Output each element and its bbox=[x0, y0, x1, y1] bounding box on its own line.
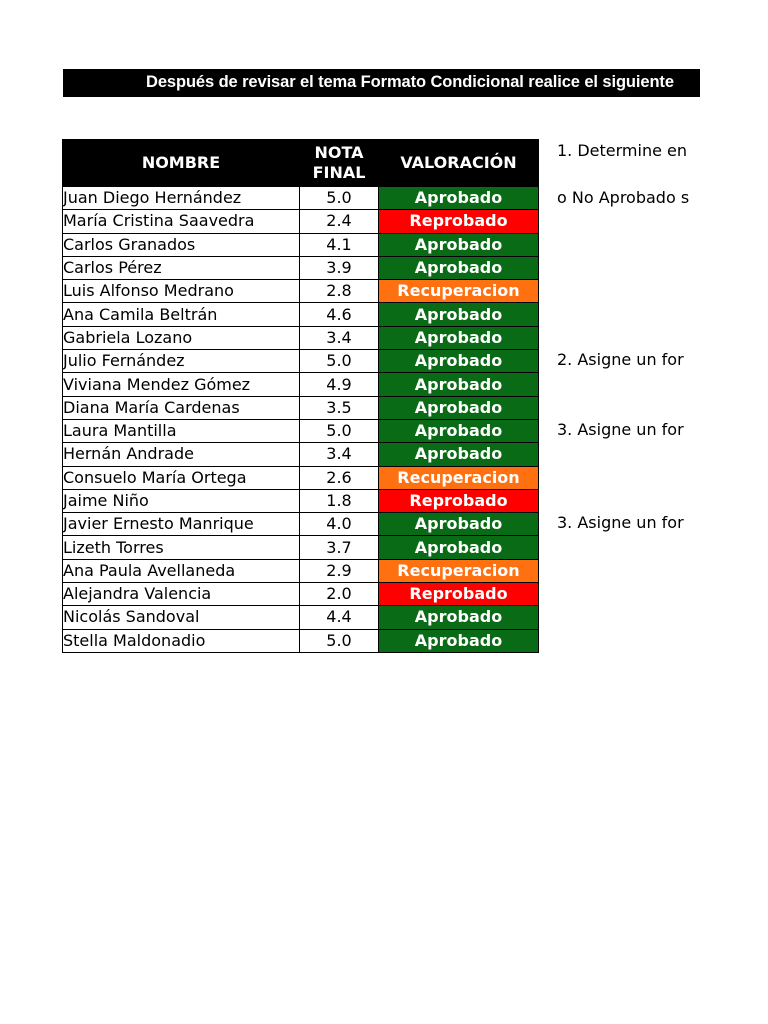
table-row bbox=[63, 396, 539, 419]
instruction-line-1: 1. Determine en bbox=[557, 141, 688, 160]
student-name-cell[interactable]: Luis Alfonso Medrano bbox=[63, 280, 300, 303]
grade-cell[interactable]: 3.4 bbox=[300, 326, 379, 349]
status-cell[interactable]: Aprobado bbox=[379, 233, 539, 256]
instruction-line-2: o No Aprobado s bbox=[557, 188, 690, 207]
grade-cell[interactable]: 4.0 bbox=[300, 513, 379, 536]
table-row bbox=[63, 419, 539, 442]
table-row bbox=[63, 536, 539, 559]
status-cell[interactable]: Reprobado bbox=[379, 583, 539, 606]
status-cell[interactable]: Aprobado bbox=[379, 606, 539, 629]
student-name-cell[interactable]: Viviana Mendez Gómez bbox=[63, 373, 300, 396]
student-name-cell[interactable]: Gabriela Lozano bbox=[63, 326, 300, 349]
student-name-cell[interactable]: Carlos Pérez bbox=[63, 256, 300, 279]
status-cell[interactable]: Aprobado bbox=[379, 350, 539, 373]
table-row bbox=[63, 210, 539, 233]
status-cell[interactable]: Aprobado bbox=[379, 396, 539, 419]
student-name-cell[interactable]: Laura Mantilla bbox=[63, 419, 300, 442]
grade-cell[interactable]: 5.0 bbox=[300, 629, 379, 652]
status-cell[interactable]: Reprobado bbox=[379, 210, 539, 233]
status-cell[interactable]: Recuperacion bbox=[379, 559, 539, 582]
grade-cell[interactable]: 3.5 bbox=[300, 396, 379, 419]
grade-cell[interactable]: 5.0 bbox=[300, 350, 379, 373]
status-cell[interactable]: Reprobado bbox=[379, 489, 539, 512]
status-cell[interactable]: Aprobado bbox=[379, 513, 539, 536]
table-row bbox=[63, 326, 539, 349]
grade-cell[interactable]: 3.7 bbox=[300, 536, 379, 559]
table-row bbox=[63, 513, 539, 536]
table-header-row bbox=[63, 140, 539, 187]
student-name-cell[interactable]: Alejandra Valencia bbox=[63, 583, 300, 606]
grade-cell[interactable]: 4.9 bbox=[300, 373, 379, 396]
status-cell[interactable]: Recuperacion bbox=[379, 466, 539, 489]
grade-cell[interactable]: 2.6 bbox=[300, 466, 379, 489]
grade-cell[interactable]: 5.0 bbox=[300, 187, 379, 210]
student-name-cell[interactable]: Ana Paula Avellaneda bbox=[63, 559, 300, 582]
table-row bbox=[63, 606, 539, 629]
status-cell[interactable]: Aprobado bbox=[379, 629, 539, 652]
student-name-cell[interactable]: Diana María Cardenas bbox=[63, 396, 300, 419]
header-nombre[interactable]: NOMBRE bbox=[63, 140, 300, 187]
grade-cell[interactable]: 2.4 bbox=[300, 210, 379, 233]
student-name-cell[interactable]: Hernán Andrade bbox=[63, 443, 300, 466]
table-row bbox=[63, 256, 539, 279]
header-nota-final-part: NOTA bbox=[314, 143, 364, 162]
grade-cell[interactable]: 4.6 bbox=[300, 303, 379, 326]
student-name-cell[interactable]: Ana Camila Beltrán bbox=[63, 303, 300, 326]
table-row bbox=[63, 559, 539, 582]
table-row bbox=[63, 373, 539, 396]
instruction-line-4: 3. Asigne un for bbox=[557, 420, 684, 439]
table-row bbox=[63, 466, 539, 489]
header-valoracion[interactable]: VALORACIÓN bbox=[379, 140, 539, 187]
grade-cell[interactable]: 4.4 bbox=[300, 606, 379, 629]
table-row bbox=[63, 443, 539, 466]
grade-cell[interactable]: 3.9 bbox=[300, 256, 379, 279]
student-name-cell[interactable]: Nicolás Sandoval bbox=[63, 606, 300, 629]
student-name-cell[interactable]: Jaime Niño bbox=[63, 489, 300, 512]
student-name-cell[interactable]: Lizeth Torres bbox=[63, 536, 300, 559]
status-cell[interactable]: Aprobado bbox=[379, 187, 539, 210]
grade-cell[interactable]: 3.4 bbox=[300, 443, 379, 466]
grade-cell[interactable]: 2.0 bbox=[300, 583, 379, 606]
student-name-cell[interactable]: Julio Fernández bbox=[63, 350, 300, 373]
grade-cell[interactable]: 1.8 bbox=[300, 489, 379, 512]
table-row bbox=[63, 233, 539, 256]
student-name-cell[interactable]: Javier Ernesto Manrique bbox=[63, 513, 300, 536]
instruction-line-5: 3. Asigne un for bbox=[557, 513, 684, 532]
status-cell[interactable]: Aprobado bbox=[379, 326, 539, 349]
page-title: Después de revisar el tema Formato Condicional realice el siguiente bbox=[146, 73, 674, 91]
student-name-cell[interactable]: Juan Diego Hernández bbox=[63, 187, 300, 210]
student-name-cell[interactable]: Carlos Granados bbox=[63, 233, 300, 256]
student-name-cell[interactable]: María Cristina Saavedra bbox=[63, 210, 300, 233]
grades-table bbox=[62, 139, 539, 653]
table-row bbox=[63, 303, 539, 326]
grade-cell[interactable]: 5.0 bbox=[300, 419, 379, 442]
header-nota-final[interactable] bbox=[300, 140, 379, 187]
grade-cell[interactable]: 2.9 bbox=[300, 559, 379, 582]
student-name-cell[interactable]: Consuelo María Ortega bbox=[63, 466, 300, 489]
table-row bbox=[63, 350, 539, 373]
status-cell[interactable]: Aprobado bbox=[379, 373, 539, 396]
status-cell[interactable]: Aprobado bbox=[379, 536, 539, 559]
grade-cell[interactable]: 4.1 bbox=[300, 233, 379, 256]
status-cell[interactable]: Aprobado bbox=[379, 443, 539, 466]
table-row bbox=[63, 489, 539, 512]
table-row bbox=[63, 280, 539, 303]
table-row bbox=[63, 187, 539, 210]
status-cell[interactable]: Aprobado bbox=[379, 256, 539, 279]
status-cell[interactable]: Recuperacion bbox=[379, 280, 539, 303]
title-banner bbox=[63, 69, 700, 97]
header-nota-final-part: FINAL bbox=[312, 163, 366, 182]
status-cell[interactable]: Aprobado bbox=[379, 303, 539, 326]
table-row bbox=[63, 583, 539, 606]
instruction-line-3: 2. Asigne un for bbox=[557, 350, 684, 369]
status-cell[interactable]: Aprobado bbox=[379, 419, 539, 442]
student-name-cell[interactable]: Stella Maldonadio bbox=[63, 629, 300, 652]
grade-cell[interactable]: 2.8 bbox=[300, 280, 379, 303]
table-row bbox=[63, 629, 539, 652]
grades-table-body bbox=[63, 187, 539, 653]
